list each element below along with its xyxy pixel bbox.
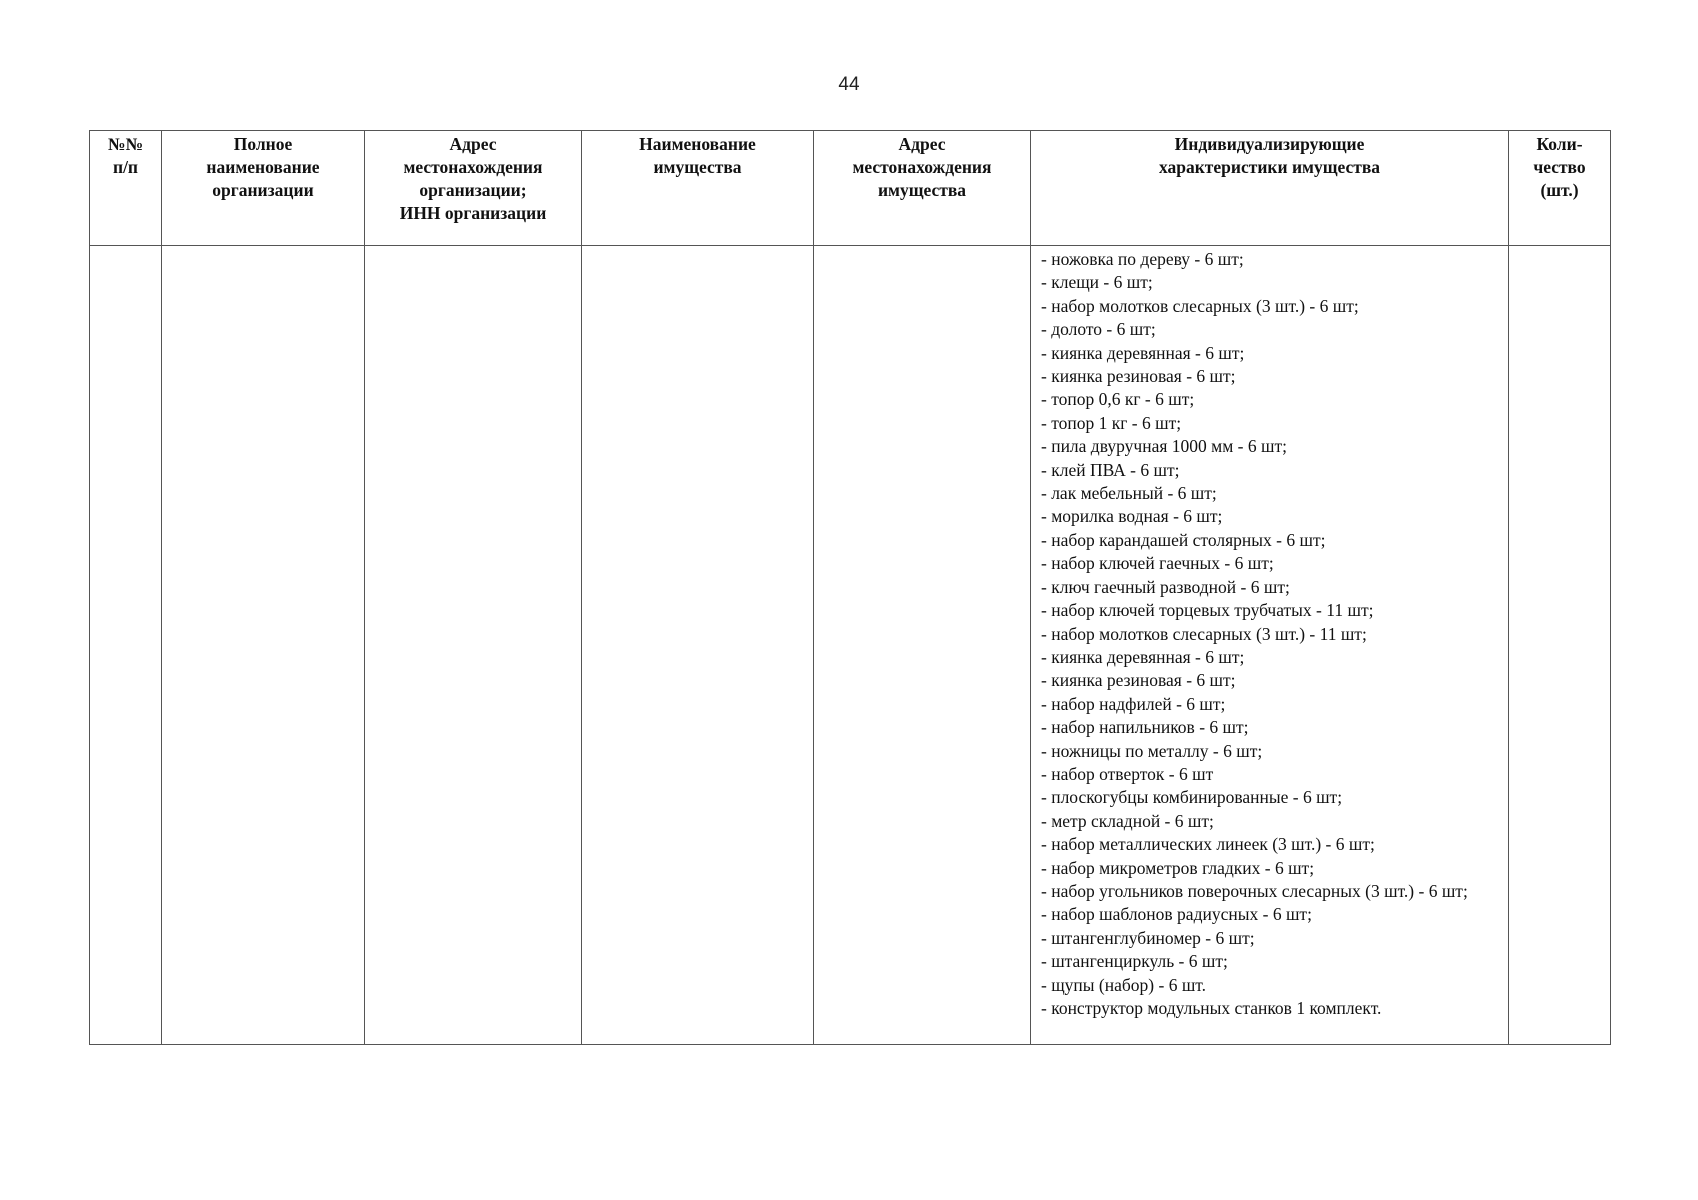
list-item: - метр складной - 6 шт; (1041, 810, 1214, 831)
list-item: - набор молотков слесарных (3 шт.) - 11 шт; (1041, 623, 1367, 644)
list-item: - набор карандашей столярных - 6 шт; (1041, 529, 1326, 550)
list-item: - набор напильников - 6 шт; (1041, 717, 1249, 738)
list-item: - набор молотков слесарных (3 шт.) - 6 шт; (1041, 295, 1359, 316)
list-item: - набор ключей торцевых трубчатых - 11 шт; (1041, 600, 1374, 621)
header-quantity: Коли- чество (шт.) (1509, 131, 1611, 246)
table-row (90, 246, 1611, 1045)
list-item: - киянка резиновая - 6 шт; (1041, 366, 1236, 387)
list-item: - набор микрометров гладких - 6 шт; (1041, 857, 1315, 878)
list-item: - набор угольников поверочных слесарных (3 шт.) - 6 шт; (1041, 880, 1468, 901)
list-item: - ключ гаечный разводной - 6 шт; (1041, 576, 1290, 597)
cell-number (90, 246, 162, 1045)
page-number: 44 (838, 74, 860, 95)
list-item: - набор шаблонов радиусных - 6 шт; (1041, 904, 1312, 925)
property-table (89, 130, 1611, 1045)
list-item: - щупы (набор) - 6 шт. (1041, 974, 1207, 995)
list-item: - морилка водная - 6 шт; (1041, 506, 1223, 527)
list-item: - лак мебельный - 6 шт; (1041, 483, 1217, 504)
table-header-row (90, 131, 1611, 246)
list-item: - конструктор модульных станков 1 комплект. (1041, 998, 1382, 1018)
list-item: - киянка деревянная - 6 шт; (1041, 646, 1245, 667)
list-item: - штангенциркуль - 6 шт; (1041, 951, 1228, 972)
list-item: - штангенглубиномер - 6 шт; (1041, 927, 1255, 948)
header-organization-address: Адрес местонахождения организации; ИНН организации (365, 131, 582, 246)
list-item: - клей ПВА - 6 шт; (1041, 459, 1180, 480)
list-item: - топор 0,6 кг - 6 шт; (1041, 389, 1195, 410)
list-item: - киянка деревянная - 6 шт; (1041, 342, 1245, 363)
list-item: - пила двуручная 1000 мм - 6 шт; (1041, 436, 1287, 457)
header-property-name: Наименование имущества (582, 131, 814, 246)
cell-organization-name (162, 246, 365, 1045)
cell-organization-address (365, 246, 582, 1045)
characteristics-list (1031, 246, 1508, 1020)
header-property-address: Адрес местонахождения имущества (814, 131, 1031, 246)
header-organization-name: Полное наименование организации (162, 131, 365, 246)
list-item: - плоскогубцы комбинированные - 6 шт; (1041, 787, 1343, 808)
header-characteristics: Индивидуализирующие характеристики имущества (1031, 131, 1509, 246)
list-item: - ножовка по дереву - 6 шт; (1041, 249, 1244, 269)
cell-quantity (1509, 246, 1611, 1045)
header-number: №№ п/п (90, 131, 162, 246)
cell-characteristics (1031, 246, 1509, 1045)
list-item: - набор надфилей - 6 шт; (1041, 693, 1226, 714)
cell-property-name (582, 246, 814, 1045)
list-item: - топор 1 кг - 6 шт; (1041, 412, 1182, 433)
list-item: - киянка резиновая - 6 шт; (1041, 670, 1236, 691)
list-item: - ножницы по металлу - 6 шт; (1041, 740, 1263, 761)
list-item: - клещи - 6 шт; (1041, 272, 1153, 293)
list-item: - долото - 6 шт; (1041, 319, 1156, 340)
list-item: - набор металлических линеек (3 шт.) - 6 шт; (1041, 834, 1375, 855)
cell-property-address (814, 246, 1031, 1045)
list-item: - набор ключей гаечных - 6 шт; (1041, 553, 1274, 574)
list-item: - набор отверток - 6 шт (1041, 763, 1214, 784)
